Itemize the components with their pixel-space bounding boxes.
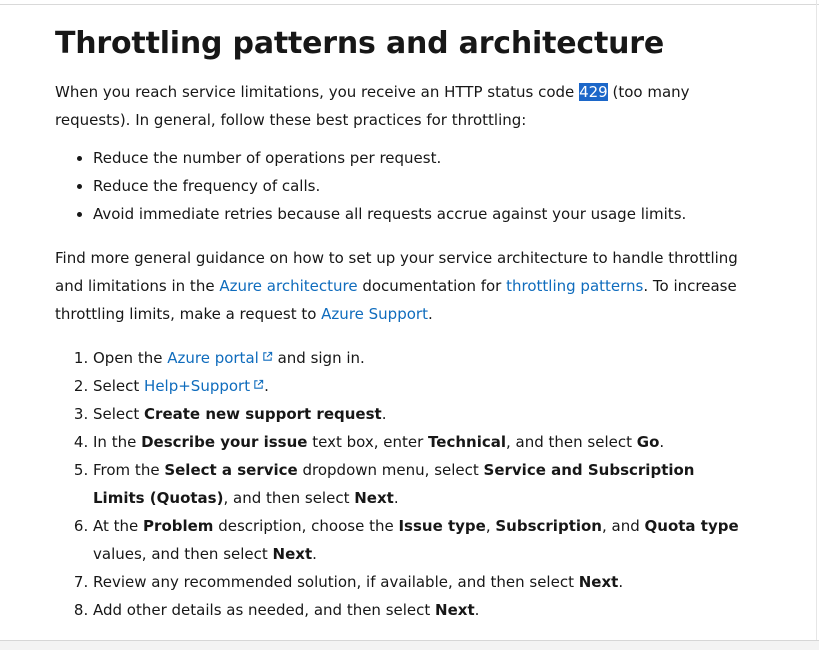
step-item: [93, 512, 745, 568]
step-bold: Select a service: [164, 461, 298, 479]
step-text: values, and then select: [93, 545, 273, 563]
article-content: [55, 24, 745, 624]
step-bold: Describe your issue: [141, 433, 308, 451]
step-text: Add other details as needed, and then select: [93, 601, 436, 619]
step-bold: Next: [435, 601, 475, 619]
selected-status-code[interactable]: 429: [579, 83, 608, 101]
step-bold: Quota type: [644, 517, 739, 535]
azure-portal-link-text: Azure portal: [167, 349, 259, 367]
step-text: dropdown menu, select: [297, 461, 484, 479]
help-support-link-text: Help+Support: [144, 377, 251, 395]
intro-text-after: (too many requests). In general, follow these best practices for throttling:: [55, 83, 690, 129]
step-item: [93, 344, 745, 372]
steps-list: [55, 344, 745, 624]
right-divider: [816, 0, 817, 650]
step-text: .: [618, 573, 624, 591]
step-item: [93, 596, 745, 624]
guidance-text: . To increase throttling limits, make a request to: [55, 277, 737, 323]
step-text: .: [381, 405, 387, 423]
step-text: .: [393, 489, 399, 507]
step-text: Select: [93, 377, 145, 395]
step-text: , and then select: [506, 433, 637, 451]
help-support-link[interactable]: [144, 377, 264, 395]
step-text: , and: [602, 517, 645, 535]
guidance-text: documentation for: [357, 277, 507, 295]
external-link-icon: [253, 379, 264, 390]
step-item: [93, 568, 745, 596]
step-bold: Next: [354, 489, 394, 507]
step-bold: Service and Subscription Limits (Quotas): [93, 461, 695, 507]
intro-paragraph: [55, 78, 745, 134]
step-text: .: [312, 545, 317, 563]
step-bold: Go: [636, 433, 660, 451]
step-text: .: [264, 377, 269, 395]
step-text: In the: [93, 433, 142, 451]
guidance-text: Find more general guidance on how to set up your service architecture to handle throttling and limitations in the: [55, 249, 738, 295]
step-bold: Problem: [143, 517, 214, 535]
azure-architecture-link[interactable]: Azure architecture: [219, 277, 358, 295]
step-bold: Subscription: [495, 517, 602, 535]
list-item: • Avoid immediate retries because all requests accrue against your usage limits.: [93, 200, 745, 228]
guidance-paragraph: [55, 244, 745, 328]
throttling-patterns-link[interactable]: throttling patterns: [506, 277, 644, 295]
step-text: ,: [485, 517, 496, 535]
step-item: [93, 400, 745, 428]
step-bold: Next: [272, 545, 313, 563]
step-text: Select: [93, 405, 145, 423]
step-text: , and then select: [223, 489, 355, 507]
step-text: text box, enter: [307, 433, 429, 451]
step-text: description, choose the: [213, 517, 399, 535]
top-divider: [0, 4, 819, 5]
step-text: Open the: [93, 349, 168, 367]
step-text: Review any recommended solution, if available, and then select: [93, 573, 579, 591]
intro-text-before: When you reach service limitations, you receive an HTTP status code: [55, 83, 580, 101]
step-text: and sign in.: [272, 349, 365, 367]
step-text: .: [659, 433, 665, 451]
azure-portal-link[interactable]: [167, 349, 273, 367]
step-bold: Next: [578, 573, 619, 591]
external-link-icon: [262, 351, 273, 362]
step-item: [93, 372, 745, 400]
step-bold: Create new support request: [144, 405, 382, 423]
azure-support-link[interactable]: Azure Support: [321, 305, 428, 323]
step-text: .: [474, 601, 480, 619]
step-item: [93, 428, 745, 456]
step-text: From the: [93, 461, 165, 479]
step-bold: Technical: [428, 433, 506, 451]
step-text: At the: [93, 517, 144, 535]
best-practices-list: [55, 144, 745, 228]
page-title: Throttling patterns and architecture: [55, 26, 665, 61]
guidance-text: .: [427, 305, 433, 323]
list-item: • Reduce the frequency of calls.: [93, 172, 745, 200]
step-item: [93, 456, 745, 512]
step-bold: Issue type: [398, 517, 486, 535]
list-item: • Reduce the number of operations per request.: [93, 144, 745, 172]
bottom-taskbar-strip: [0, 640, 819, 650]
